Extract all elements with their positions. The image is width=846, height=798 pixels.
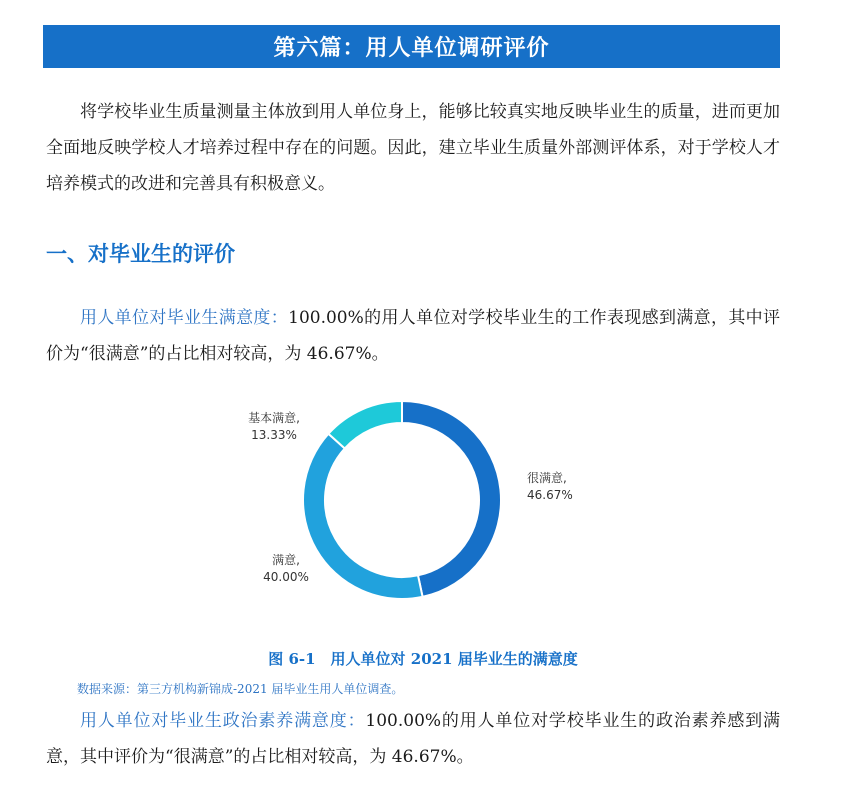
- satisfaction-donut-chart: [200, 392, 620, 622]
- section-heading: 一、对毕业生的评价: [46, 242, 235, 266]
- chapter-banner: [43, 25, 780, 68]
- satisfaction-paragraph: [46, 300, 780, 372]
- political-text: 100.00%的用人单位对学校毕业生的政治素养感到满意，其中评价为“很满意”的占比相对较高，为 46.67%。: [46, 711, 780, 767]
- satisfaction-lead: 用人单位对毕业生满意度：: [80, 308, 289, 328]
- slice-value-2: 13.33%: [251, 428, 297, 442]
- donut-slice-2: [328, 401, 402, 448]
- satisfaction-text: 100.00%的用人单位对学校毕业生的工作表现感到满意，其中评价为“很满意”的占比相对较高，为 46.67%。: [46, 308, 781, 364]
- donut-slice-0: [402, 401, 501, 597]
- slice-label-1: 满意,: [272, 553, 300, 567]
- chapter-title: 第六篇：用人单位调研评价: [273, 36, 550, 61]
- political-lead: 用人单位对毕业生政治素养满意度：: [80, 711, 366, 731]
- data-source-note: 数据来源：第三方机构新锦成-2021 届毕业生用人单位调查。: [77, 682, 404, 696]
- slice-label-2: 基本满意,: [248, 411, 300, 425]
- intro-paragraph: 将学校毕业生质量测量主体放到用人单位身上，能够比较真实地反映毕业生的质量，进而更加全面地反映学校人才培养过程中存在的问题。因此，建立毕业生质量外部测评体系，对于学校人才培养模式的改进和完善具有积极意义。: [46, 102, 780, 194]
- political-paragraph: [46, 703, 780, 775]
- slice-value-1: 40.00%: [263, 570, 309, 584]
- figure-caption: 图 6-1 用人单位对 2021 届毕业生的满意度: [268, 650, 578, 668]
- slice-value-0: 46.67%: [527, 488, 573, 502]
- slice-label-0: 很满意,: [527, 471, 567, 485]
- donut-slice-1: [303, 434, 423, 599]
